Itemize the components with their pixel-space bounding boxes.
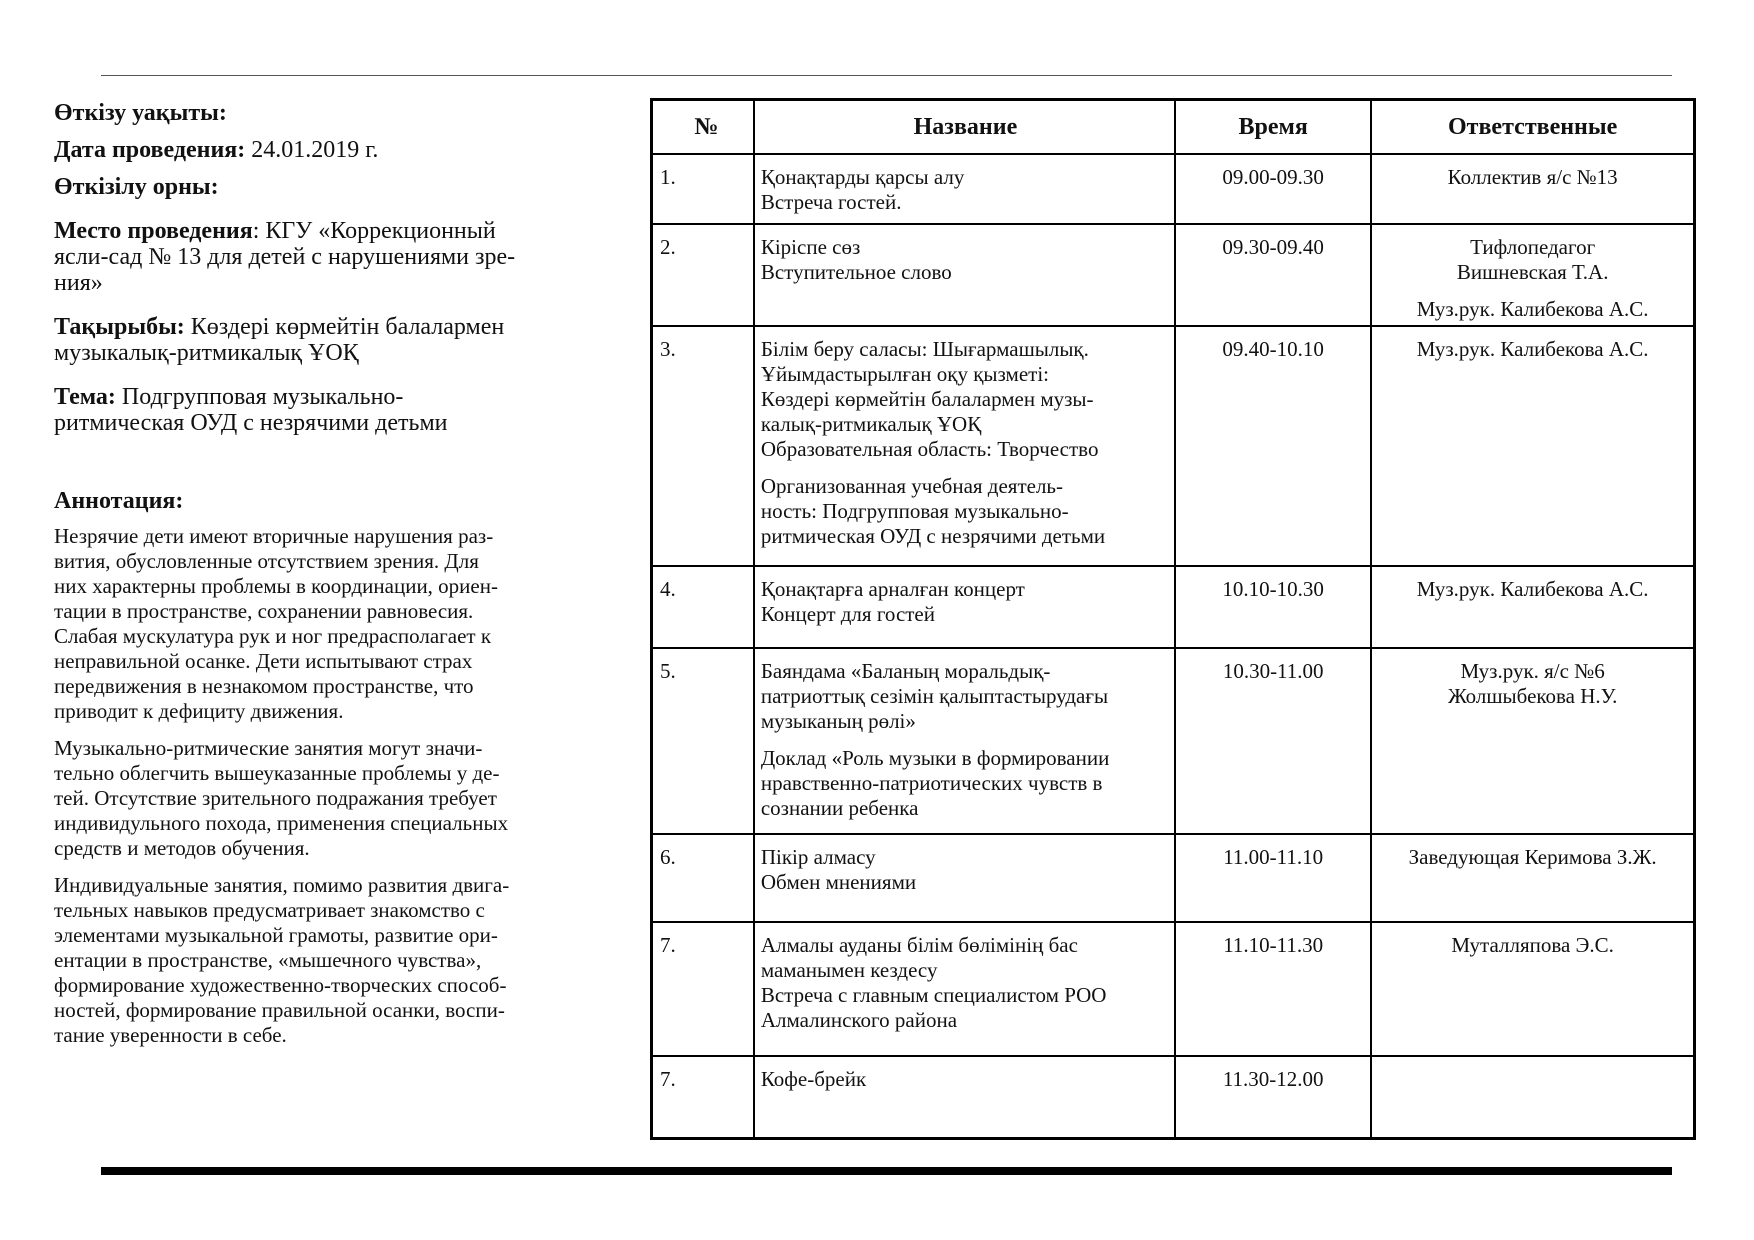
place-kz-line <box>54 174 574 200</box>
schedule-table <box>650 98 1696 1140</box>
row-responsible-line: Муз.рук. Калибекова А.С. <box>1416 337 1649 361</box>
date-value: 24.01.2019 г. <box>245 137 379 163</box>
row-responsible-line: Муз.рук. Калибекова А.С. <box>1416 577 1649 601</box>
topic-kz-value-2: музыкалық-ритмикалық ҰОҚ <box>54 340 359 366</box>
row-responsible-line: Коллектив я/с №13 <box>1447 165 1618 189</box>
row-responsible <box>1371 648 1694 834</box>
annotation-p3-line: тельных навыков предусматривает знакомство с <box>54 898 485 922</box>
row-name-line: сознании ребенка <box>760 796 919 820</box>
annotation-p1-line: неправильной осанке. Дети испытывают страх <box>54 649 473 673</box>
annotation-p1-line: тации в пространстве, сохранении равновесия. <box>54 599 474 623</box>
table-row <box>652 326 1695 566</box>
header-name: Название <box>754 100 1175 155</box>
row-time: 10.10-10.30 <box>1175 566 1371 648</box>
row-number: 1. <box>652 154 754 224</box>
table-header-row <box>652 100 1695 155</box>
place-value-3: ния» <box>54 270 103 296</box>
row-responsible <box>1371 224 1694 326</box>
topic-label: Тема: <box>54 384 116 410</box>
row-name-line: Алмалы ауданы білім бөлімінің бас <box>760 933 1078 957</box>
time-kz-line <box>54 100 574 126</box>
table-row <box>652 566 1695 648</box>
row-name <box>754 566 1175 648</box>
row-number: 4. <box>652 566 754 648</box>
row-responsible <box>1371 922 1694 1056</box>
row-name-line: Вступительное слово <box>760 260 952 284</box>
row-name <box>754 326 1175 566</box>
row-name <box>754 1056 1175 1138</box>
annotation-p3-line: Индивидуальные занятия, помимо развития двига- <box>54 873 510 897</box>
annotation-p1-line: передвижения в незнакомом пространстве, что <box>54 674 474 698</box>
row-responsible-line <box>1372 285 1693 297</box>
row-number: 5. <box>652 648 754 834</box>
row-name-line: Қонақтарды қарсы алу <box>760 165 965 189</box>
row-name-line: Концерт для гостей <box>760 602 935 626</box>
bottom-rule <box>101 1167 1672 1175</box>
row-name-line: музыканың рөлі» <box>760 709 916 733</box>
row-name-line: Организованная учебная деятель- <box>760 474 1064 498</box>
row-name <box>754 922 1175 1056</box>
row-name-line: Доклад «Роль музыки в формировании <box>760 746 1110 770</box>
row-time: 11.30-12.00 <box>1175 1056 1371 1138</box>
annotation-p2-line: тей. Отсутствие зрительного подражания требует <box>54 786 497 810</box>
row-name-line: Встреча с главным специалистом РОО <box>760 983 1107 1007</box>
row-name-line: Ұйымдастырылған оқу қызметі: <box>760 362 1049 386</box>
row-name-line: нравственно-патриотических чувств в <box>760 771 1103 795</box>
annotation-p1-line: приводит к дефициту движения. <box>54 699 344 723</box>
table-row <box>652 1056 1695 1138</box>
annotation-p1-line: Незрячие дети имеют вторичные нарушения раз- <box>54 524 494 548</box>
annotation-p3-line: ентации в пространстве, «мышечного чувства», <box>54 948 482 972</box>
annotation-paragraph-2 <box>54 736 574 861</box>
row-name-line: Баяндама «Баланың моральдық- <box>760 659 1051 683</box>
row-responsible-line: Вишневская Т.А. <box>1456 260 1609 284</box>
annotation-p1-line: них характерны проблемы в координации, ориен- <box>54 574 498 598</box>
annotation-heading: Аннотация: <box>54 488 184 514</box>
annotation-paragraph-3 <box>54 873 574 1048</box>
annotation-p3-line: тание уверенности в себе. <box>54 1023 287 1047</box>
annotation-p1-line: Слабая мускулатура рук и ног предрасполагает к <box>54 624 492 648</box>
table-row <box>652 224 1695 326</box>
row-time: 11.10-11.30 <box>1175 922 1371 1056</box>
header-number: № <box>652 100 754 155</box>
table-row <box>652 154 1695 224</box>
row-name-line <box>761 734 1170 746</box>
row-name-line: Қонақтарға арналған концерт <box>760 577 1025 601</box>
row-name-line: Алмалинского района <box>760 1008 958 1032</box>
annotation-p2-line: средств и методов обучения. <box>54 836 310 860</box>
annotation-p1-line: вития, обусловленные отсутствием зрения. Для <box>54 549 479 573</box>
row-responsible-line: Жолшыбекова Н.У. <box>1447 684 1618 708</box>
row-name <box>754 224 1175 326</box>
row-responsible <box>1371 326 1694 566</box>
row-name-line: калық-ритмикалық ҰОҚ <box>760 412 982 436</box>
annotation-p2-line: тельно облегчить вышеуказанные проблемы у де- <box>54 761 500 785</box>
row-name-line: ритмическая ОУД с незрячими детьми <box>760 524 1106 548</box>
place-label: Место проведения <box>54 218 253 244</box>
row-name-line: Көздері көрмейтін балалармен музы- <box>760 387 1094 411</box>
row-name-line: Білім беру саласы: Шығармашылық. <box>760 337 1089 361</box>
topic-value-1: Подгрупповая музыкально- <box>115 384 404 410</box>
row-number: 6. <box>652 834 754 922</box>
row-name-line: Встреча гостей. <box>760 190 902 214</box>
topic-kz-line <box>54 314 574 366</box>
row-responsible <box>1371 154 1694 224</box>
date-line <box>54 137 574 163</box>
row-name-line <box>761 462 1170 474</box>
row-name-line: Кофе-брейк <box>760 1067 867 1091</box>
table-row <box>652 922 1695 1056</box>
place-kz-label: Өткізілу орны: <box>54 174 219 200</box>
row-name <box>754 648 1175 834</box>
row-name-line: Кіріспе сөз <box>760 235 861 259</box>
place-value-1: : КГУ «Коррекционный <box>252 218 496 244</box>
topic-value-2: ритмическая ОУД с незрячими детьми <box>54 410 448 436</box>
place-value-2: ясли-сад № 13 для детей с нарушениями зре- <box>54 244 516 270</box>
row-name-line: Пікір алмасу <box>760 845 876 869</box>
row-number: 7. <box>652 1056 754 1138</box>
annotation-p3-line: элементами музыкальной грамоты, развитие ори- <box>54 923 498 947</box>
row-number: 7. <box>652 922 754 1056</box>
row-time: 09.30-09.40 <box>1175 224 1371 326</box>
row-responsible <box>1371 834 1694 922</box>
topic-line <box>54 384 574 436</box>
row-number: 3. <box>652 326 754 566</box>
row-name-line: маманымен кездесу <box>760 958 938 982</box>
row-responsible <box>1371 1056 1694 1138</box>
row-time: 10.30-11.00 <box>1175 648 1371 834</box>
row-responsible <box>1371 566 1694 648</box>
annotation-p3-line: формирование художественно-творческих способ- <box>54 973 507 997</box>
row-name <box>754 154 1175 224</box>
row-time: 09.00-09.30 <box>1175 154 1371 224</box>
row-responsible-line: Муз.рук. Калибекова А.С. <box>1416 297 1649 321</box>
place-line <box>54 218 574 296</box>
row-time: 09.40-10.10 <box>1175 326 1371 566</box>
annotation-p2-line: индивидульного похода, применения специальных <box>54 811 509 835</box>
annotation-p3-line: ностей, формирование правильной осанки, воспи- <box>54 998 505 1022</box>
row-name-line: Обмен мнениями <box>760 870 917 894</box>
row-time: 11.00-11.10 <box>1175 834 1371 922</box>
annotation-paragraph-1 <box>54 524 574 724</box>
header-time: Время <box>1175 100 1371 155</box>
time-kz-label: Өткізу уақыты: <box>54 100 227 126</box>
topic-kz-value-1: Көздері көрмейтін балалармен <box>184 314 505 340</box>
header-responsible: Ответственные <box>1371 100 1694 155</box>
row-responsible-line: Муз.рук. я/с №6 <box>1460 659 1605 683</box>
topic-kz-label: Тақырыбы: <box>54 314 185 340</box>
row-name-line: патриоттық сезімін қалыптастырудағы <box>760 684 1109 708</box>
table-row <box>652 834 1695 922</box>
table-row <box>652 648 1695 834</box>
row-name <box>754 834 1175 922</box>
event-info <box>54 100 574 1060</box>
date-label: Дата проведения: <box>54 137 246 163</box>
top-rule <box>101 75 1672 76</box>
annotation-p2-line: Музыкально-ритмические занятия могут значи- <box>54 736 483 760</box>
row-name-line: Образовательная область: Творчество <box>760 437 1099 461</box>
row-responsible-line: Заведующая Керимова З.Ж. <box>1408 845 1657 869</box>
row-responsible-line: Муталляпова Э.С. <box>1451 933 1614 957</box>
row-responsible-line: Тифлопедагог <box>1470 235 1596 259</box>
row-number: 2. <box>652 224 754 326</box>
row-name-line: ность: Подгрупповая музыкально- <box>760 499 1069 523</box>
